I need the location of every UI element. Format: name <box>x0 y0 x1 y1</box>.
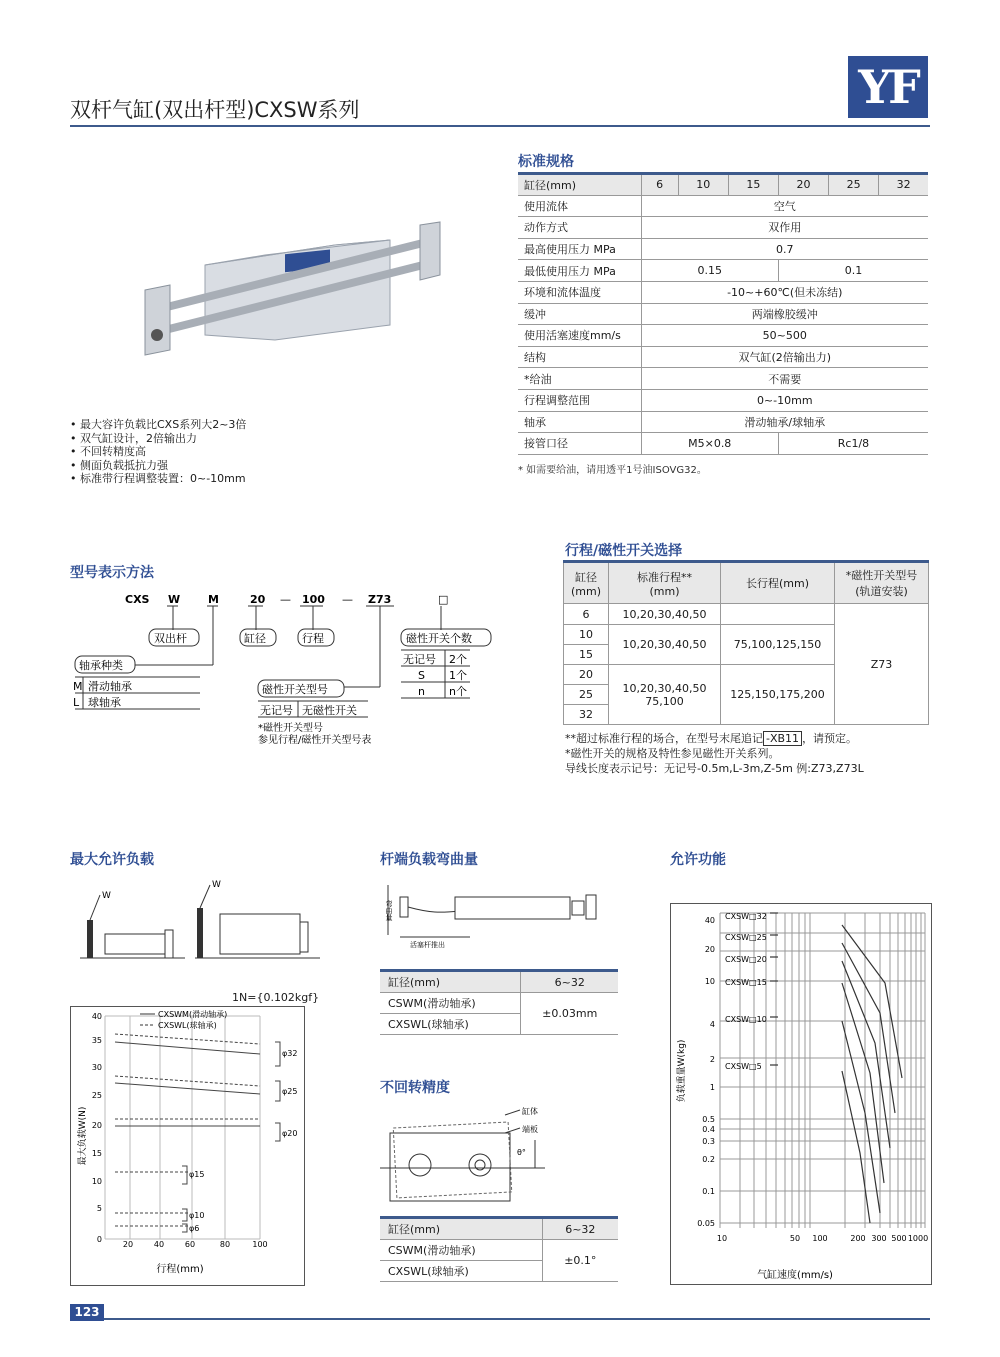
hdr-bore: 缸径 <box>575 570 597 584</box>
y-tick: 0.2 <box>702 1155 715 1164</box>
maxload-title: 最大允许负载 <box>70 852 154 868</box>
switch-note: 参见行程/磁性开关型号表 <box>258 735 372 746</box>
bore-cell: 10 <box>564 625 609 645</box>
spec-label: 轴承 <box>518 411 641 433</box>
hdr-long: 长行程(mm) <box>721 562 835 604</box>
spec-value: 空气 <box>641 195 928 217</box>
spec-value: 滑动轴承/球轴承 <box>641 411 928 433</box>
x-tick: 20 <box>122 1240 134 1249</box>
switch-code: 无记号 <box>260 704 293 717</box>
y-tick: 30 <box>91 1063 102 1072</box>
code-w: W <box>168 593 181 606</box>
y-tick: 15 <box>91 1149 102 1158</box>
spec-label: 接管口径 <box>518 433 641 455</box>
spec-label: 最低使用压力 MPa <box>518 260 641 282</box>
x-tick: 1000 <box>907 1234 929 1243</box>
y-tick: 10 <box>91 1177 102 1186</box>
x-tick: 100 <box>812 1234 828 1243</box>
brand-logo: YF <box>848 56 928 118</box>
spec-bore-label: 缸径(mm) <box>518 174 641 196</box>
y-tick: 0 <box>96 1235 102 1244</box>
x-tick: 500 <box>891 1234 907 1243</box>
spec-note: * 如需要给油，请用透平1号油ISOVG32。 <box>518 465 707 476</box>
x-tick: 60 <box>184 1240 196 1249</box>
w-label: W <box>102 891 111 901</box>
hdr-unit: (mm) <box>570 584 601 598</box>
col-header: 6~32 <box>521 971 618 993</box>
label-switch-type: 磁性开关型号 <box>262 683 328 696</box>
spec-value: 0.1 <box>778 260 928 282</box>
bore-cell: 15 <box>564 645 609 665</box>
bearing-text: 滑动轴承 <box>88 680 132 693</box>
std-cell: 10,20,30,40,50 <box>622 681 707 695</box>
y-tick: 10 <box>704 977 715 986</box>
series-label: CXSW□20 <box>725 955 767 964</box>
page-number: 123 <box>70 1304 104 1321</box>
x-tick: 40 <box>153 1240 165 1249</box>
w-label: W <box>212 880 221 890</box>
code-stroke: 100 <box>302 593 325 606</box>
series-label: CXSW□15 <box>725 978 767 987</box>
series-label: φ20 <box>282 1129 298 1138</box>
model-title: 型号表示方法 <box>70 565 154 581</box>
code-bore: 20 <box>250 593 266 606</box>
y-tick: 40 <box>704 916 715 925</box>
hdr-mount: (轨道安装) <box>855 585 908 598</box>
dash: — <box>342 593 353 606</box>
count-code: 无记号 <box>403 653 436 666</box>
feature-item: • 侧面负载抵抗力强 <box>70 458 168 472</box>
model-diagram <box>70 585 500 755</box>
theta-label: θ° <box>517 1148 526 1157</box>
x-tick: 80 <box>219 1240 231 1249</box>
nonrot-table <box>380 1216 618 1282</box>
load-illustration <box>75 870 325 965</box>
deflection-label: 弯曲量 <box>385 900 393 921</box>
series-label: CXSW□10 <box>725 1015 767 1024</box>
label-rod: 双出杆 <box>154 632 187 645</box>
hdr-unit: (mm) <box>649 584 680 598</box>
row-label: CSWM(滑动轴承) <box>380 993 521 1014</box>
count-code: n <box>418 685 425 698</box>
code-cxs: CXS <box>125 593 150 606</box>
y-tick: 4 <box>709 1020 715 1029</box>
stroke-notes: **超过标准行程的场合，在型号末尾追记 -XB11 ，请预定。 *磁性开关的规格及特性参见磁性开关系列。 导线长度表示记号：无记号-0.5m,L-3m,Z-5m 例:Z73,Z73L <box>565 732 864 775</box>
spec-value: 0.15 <box>641 260 778 282</box>
y-tick: 0.4 <box>702 1125 715 1134</box>
deflection-table <box>380 969 618 1035</box>
row-label: CSWM(滑动轴承) <box>380 1240 542 1261</box>
code-count: □ <box>438 593 449 606</box>
x-tick: 100 <box>252 1240 268 1249</box>
long-cell: 75,100,125,150 <box>721 625 835 665</box>
x-tick: 50 <box>789 1234 801 1243</box>
spec-title: 标准规格 <box>518 154 574 170</box>
bore-cell: 20 <box>564 665 609 685</box>
code-m: M <box>208 593 219 606</box>
switch-note: *磁性开关型号 <box>258 723 323 734</box>
y-tick: 0.05 <box>697 1219 715 1228</box>
label-switch-count: 磁性开关个数 <box>406 632 472 645</box>
spec-value: 双气缸(2倍输出力) <box>641 346 928 368</box>
maxload-chart <box>70 1006 305 1286</box>
spec-value: Rc1/8 <box>778 433 928 455</box>
spec-value: 0.7 <box>641 238 928 260</box>
dash: — <box>280 593 291 606</box>
feature-list <box>70 418 246 486</box>
std-cell: 10,20,30,40,50 <box>609 625 721 665</box>
label-bearing: 轴承种类 <box>79 659 123 672</box>
row-value: ±0.03mm <box>521 993 618 1035</box>
x-tick: 200 <box>850 1234 866 1243</box>
deflection-title: 杆端负载弯曲量 <box>380 852 478 868</box>
bore-cell: 6 <box>564 604 609 625</box>
x-tick: 10 <box>716 1234 728 1243</box>
long-cell: 125,150,175,200 <box>721 665 835 725</box>
spec-bore: 20 <box>778 174 828 196</box>
y-tick: 20 <box>91 1121 102 1130</box>
y-tick: 25 <box>91 1091 102 1100</box>
label-stroke: 行程 <box>302 632 324 645</box>
spec-value: 0~-10mm <box>641 389 928 411</box>
legend-item: CXSWL(球轴承) <box>158 1021 217 1030</box>
y-axis-label: 最大负载W(N) <box>78 1106 88 1166</box>
nonrot-label: 缸体 <box>522 1107 538 1116</box>
spec-value: -10~+60℃(但未冻结) <box>641 281 928 303</box>
spec-bore: 32 <box>879 174 928 196</box>
y-tick: 35 <box>91 1036 102 1045</box>
spec-label: 缓冲 <box>518 303 641 325</box>
count-code: S <box>418 669 425 682</box>
spec-bore: 6 <box>641 174 678 196</box>
deflection-illustration <box>380 875 610 950</box>
spec-label: 最高使用压力 MPa <box>518 238 641 260</box>
bearing-text: 球轴承 <box>88 696 121 709</box>
feature-item: • 标准带行程调整装置：0~-10mm <box>70 472 246 485</box>
spec-bore: 15 <box>728 174 778 196</box>
nonrot-label: 端板 <box>522 1125 538 1134</box>
feature-item: • 不回转精度高 <box>70 445 146 458</box>
spec-value: 双作用 <box>641 217 928 239</box>
std-cell: 75,100 <box>645 694 684 708</box>
nonrot-illustration <box>375 1100 550 1205</box>
series-label: φ25 <box>282 1087 298 1096</box>
unit-note: 1N={0.102kgf} <box>232 991 320 1004</box>
nonrot-title: 不回转精度 <box>380 1080 450 1096</box>
header-rule <box>70 125 930 127</box>
legend-item: CXSWM(滑动轴承) <box>158 1010 228 1019</box>
y-axis-label: 负载重量W(kg) <box>677 1039 687 1103</box>
spec-label: 结构 <box>518 346 641 368</box>
spec-value: M5×0.8 <box>641 433 778 455</box>
std-cell: 10,20,30,40,50 <box>609 604 721 625</box>
spec-value: 不需要 <box>641 368 928 390</box>
stroke-title: 行程/磁性开关选择 <box>565 543 683 559</box>
spec-value: 两端橡胶缓冲 <box>641 303 928 325</box>
feature-item: • 最大容许负载比CXS系列大2~3倍 <box>70 418 247 431</box>
series-label: φ6 <box>189 1224 200 1233</box>
page-title: 双杆气缸(双出杆型)CXSW系列 <box>70 98 360 122</box>
series-label: CXSW□5 <box>725 1062 762 1071</box>
y-tick: 2 <box>709 1055 715 1064</box>
y-tick: 0.1 <box>702 1187 715 1196</box>
spec-bore: 10 <box>678 174 728 196</box>
spec-label: 环境和流体温度 <box>518 281 641 303</box>
spec-label: *给油 <box>518 368 641 390</box>
spec-bore: 25 <box>829 174 879 196</box>
bearing-code: M <box>73 680 83 693</box>
row-label: CXSWL(球轴承) <box>380 1261 542 1282</box>
bearing-code: L <box>73 696 80 709</box>
label-bore: 缸径 <box>244 632 266 645</box>
col-header: 6~32 <box>542 1218 618 1240</box>
count-text: 1个 <box>449 669 467 682</box>
switch-cell: Z73 <box>835 604 929 725</box>
product-image <box>135 210 465 380</box>
bore-cell: 25 <box>564 685 609 705</box>
col-header: 缸径(mm) <box>380 1218 542 1240</box>
y-tick: 5 <box>96 1204 102 1213</box>
series-label: CXSW□25 <box>725 933 767 942</box>
col-header: 缸径(mm) <box>380 971 521 993</box>
deflection-label: 活塞杆推出 <box>410 941 445 949</box>
y-tick: 0.3 <box>702 1137 715 1146</box>
y-tick: 40 <box>91 1012 102 1021</box>
row-label: CXSWL(球轴承) <box>380 1014 521 1035</box>
row-value: ±0.1° <box>542 1240 618 1282</box>
spec-label: 行程调整范围 <box>518 389 641 411</box>
series-label: φ10 <box>189 1211 205 1220</box>
y-tick: 20 <box>704 945 715 954</box>
hdr-switch: *磁性开关型号 <box>845 569 918 582</box>
spec-value: 50~500 <box>641 325 928 347</box>
series-label: φ15 <box>189 1170 205 1179</box>
count-text: 2个 <box>449 653 467 666</box>
hdr-std: 标准行程** <box>637 570 692 584</box>
bore-cell: 32 <box>564 705 609 725</box>
feature-item: • 双气缸设计，2倍输出力 <box>70 431 197 445</box>
code-switch: Z73 <box>368 593 392 606</box>
series-label: CXSW□32 <box>725 912 767 921</box>
allow-chart <box>670 903 932 1285</box>
series-label: φ32 <box>282 1049 298 1058</box>
spec-label: 使用流体 <box>518 195 641 217</box>
allow-title: 允许功能 <box>670 852 726 868</box>
y-tick: 0.5 <box>702 1115 715 1124</box>
spec-label: 动作方式 <box>518 217 641 239</box>
count-text: n个 <box>449 685 467 698</box>
x-axis-label: 行程(mm) <box>156 1264 204 1275</box>
x-axis-label: 气缸速度(mm/s) <box>757 1270 833 1281</box>
spec-label: 使用活塞速度mm/s <box>518 325 641 347</box>
spec-table <box>518 172 928 455</box>
footer-rule <box>70 1318 930 1320</box>
switch-text: 无磁性开关 <box>302 704 357 717</box>
y-tick: 1 <box>709 1083 715 1092</box>
stroke-table <box>563 560 929 725</box>
x-tick: 300 <box>871 1234 887 1243</box>
